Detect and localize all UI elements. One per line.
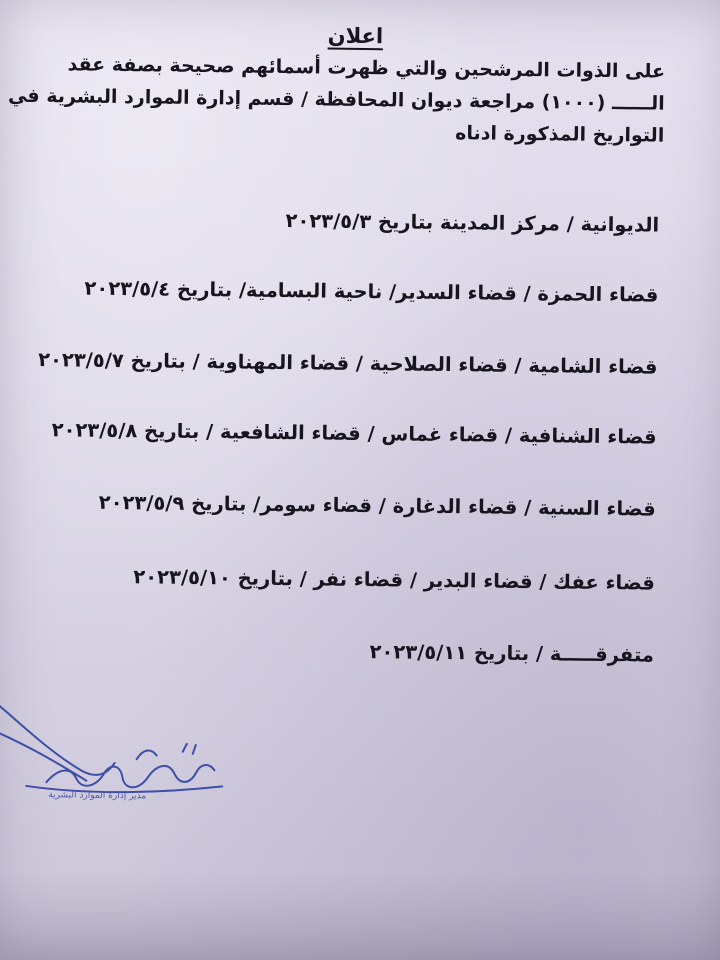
intro-line: التواريخ المذكورة ادناه <box>455 122 665 147</box>
signature-stroke <box>0 729 87 780</box>
schedule-line: قضاء الحمزة / قضاء السدير/ ناحية البسامية/ بتاريخ ٢٠٢٣/٥/٤ <box>84 276 659 307</box>
schedule-line: متفرقـــــة / بتاريخ ٢٠٢٣/٥/١١ <box>369 640 655 667</box>
schedule-line: قضاء الشامية / قضاء الصلاحية / قضاء المهناوية / بتاريخ ٢٠٢٣/٥/٧ <box>38 348 658 379</box>
schedule-line: الديوانية / مركز المدينة بتاريخ ٢٠٢٣/٥/٣ <box>285 209 660 237</box>
signature-stroke <box>146 764 214 782</box>
stamp-caption: مدير إدارة الموارد البشرية <box>48 790 147 802</box>
schedule-line: قضاء الشنافية / قضاء غماس / قضاء الشافعية / بتاريخ ٢٠٢٣/٥/٨ <box>51 418 657 449</box>
schedule-line: قضاء عفك / قضاء البدير / قضاء نفر / بتاريخ ٢٠٢٣/٥/١٠ <box>133 565 655 595</box>
signature-stamp <box>0 689 247 862</box>
intro-line: على الذوات المرشحين والتي ظهرت أسمائهم صحيحة بصفة عقد <box>67 53 666 83</box>
signature-stroke <box>46 766 146 788</box>
signature-stroke <box>137 750 157 759</box>
intro-paragraph <box>7 48 666 152</box>
schedule-line: قضاء السنية / قضاء الدغارة / قضاء سومر/ بتاريخ ٢٠٢٣/٥/٩ <box>98 490 656 521</box>
document-title: اعلان <box>327 23 384 49</box>
signature-stroke <box>183 744 196 754</box>
intro-line: الــــــ (١٠٠٠) مراجعة ديوان المحافظة / قسم إدارة الموارد البشرية في <box>7 84 665 115</box>
